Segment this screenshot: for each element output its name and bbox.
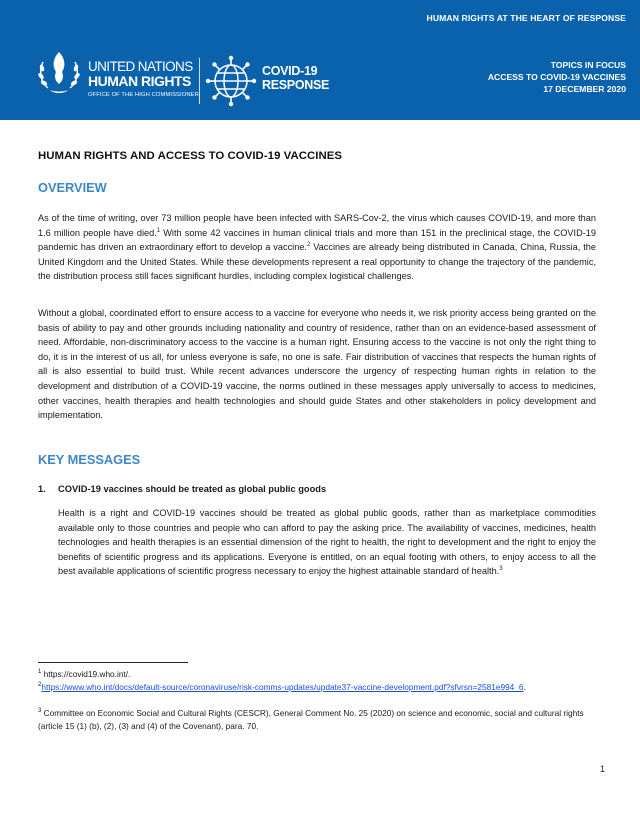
overview-p1-part-a: As of the time of writing, over 73 million people have been infected with SARS-Cov-2, the virus which causes COVID-19, and more than 1.6 million people have died.	[38, 213, 596, 238]
page-number: 1	[600, 764, 606, 774]
org-name-line3: OFFICE OF THE HIGH COMMISSIONER	[88, 92, 199, 98]
document-title: HUMAN RIGHTS AND ACCESS TO COVID-19 VACCINES	[38, 150, 343, 162]
message-1-number: 1.	[38, 484, 46, 494]
covid-globe-icon	[204, 54, 258, 108]
footnote-2-number: 2	[38, 682, 42, 689]
footnote-1-number: 1	[38, 669, 42, 676]
org-name-line2: HUMAN RIGHTS	[88, 73, 191, 89]
publication-date: 17 DECEMBER 2020	[543, 84, 626, 94]
topic-info	[488, 59, 626, 95]
footnote-2-tail: .	[523, 682, 526, 692]
covid-response-wordmark	[262, 64, 329, 92]
footnote-1-text: https://covid19.who.int/.	[41, 669, 131, 679]
topics-label: TOPICS IN FOCUS	[550, 60, 626, 70]
org-name-line1: UNITED NATIONS	[88, 59, 193, 74]
response-line1: COVID-19	[262, 64, 318, 78]
overview-paragraph-1	[38, 211, 596, 284]
topic-name: ACCESS TO COVID-19 VACCINES	[487, 72, 626, 82]
overview-heading: OVERVIEW	[38, 180, 107, 195]
footnote-3-number: 3	[38, 708, 42, 715]
footnote-ref-1[interactable]: 1	[156, 227, 161, 234]
message-1-paragraph	[58, 506, 596, 579]
footnote-2-link[interactable]: https://www.who.int/docs/default-source/coronaviruse/risk-comms-updates/update37-vaccine-development.pdf?sfvrsn=2581e994_6	[41, 682, 524, 692]
footnote-ref-3[interactable]: 3	[499, 566, 503, 573]
message-1-text: Health is a right and COVID-19 vaccines should be treated as global public goods, rather than as marketplace commodities available only to those countries and people who can afford to pay the asking price. The availability of vaccines, medicines, health technologies and health therapies is an essential dimension of the right to health, the right to development and the right to enjoy the benefits of scientific progress and its applications. Everyone is entitled, on an equal footing with others, to enjoy access to all the best available applications of scientific progress necessary to enjoy the highest attainable standard of health.	[58, 508, 596, 577]
un-emblem-icon	[36, 48, 82, 96]
footnote-1	[38, 668, 604, 681]
header-tagline: HUMAN RIGHTS AT THE HEART OF RESPONSE	[426, 13, 626, 23]
overview-paragraph-2: Without a global, coordinated effort to ensure access to a vaccine for everyone who needs it, we risk priority access being granted on the basis of ability to pay and other grounds including nationality and country of residence, rather than on an evidence-based assessment of need. Affordable, non-discriminatory access to the vaccine is a human right. Ensuring access to the vaccine is not only the right thing to do, it is in the interest of us all, for unless everyone is safe, no one is safe. Fair distribution of vaccines that respects the human rights of all is also essential to build trust. While recent advances underscore the urgency of respecting human rights in relation to the development and distribution of a COVID-19 vaccine, the norms outlined in these messages apply universally to access to medicines, other vaccines, health therapies and health technologies and should guide States and other stakeholders in policy development and implementation.	[38, 308, 596, 421]
header-banner	[0, 0, 640, 120]
overview-p1-part-b: With some 42 vaccines in human clinical trials and more than 151 in the preclinical stage, the COVID-19 pandemic has driven an extraordinary effort to develop a vaccine.	[38, 227, 596, 253]
footnote-2	[38, 681, 604, 694]
footnote-divider	[38, 662, 188, 663]
key-messages-heading: KEY MESSAGES	[38, 452, 141, 467]
footnote-3	[38, 707, 604, 732]
logo-divider	[199, 58, 200, 104]
un-wordmark	[88, 60, 199, 98]
footnote-ref-2[interactable]: 2	[306, 242, 311, 249]
overview-p1-part-c: Vaccines are already being distributed in Canada, China, Russia, the United Kingdom and the United States. While these developments represent a real opportunity to change the trajectory of the pandemic, the distribution process still faces significant hurdles, including complex logistical challenges.	[38, 242, 596, 282]
response-line2: RESPONSE	[262, 78, 330, 92]
message-1-title: COVID-19 vaccines should be treated as global public goods	[58, 484, 327, 494]
footnote-3-text: Committee on Economic Social and Cultural Rights (CESCR), General Comment No. 25 (2020) on science and economic, social and cultural rights (article 15 (1) (b), (2), (3) and (4) of the Covenant), para. 70.	[38, 708, 584, 731]
